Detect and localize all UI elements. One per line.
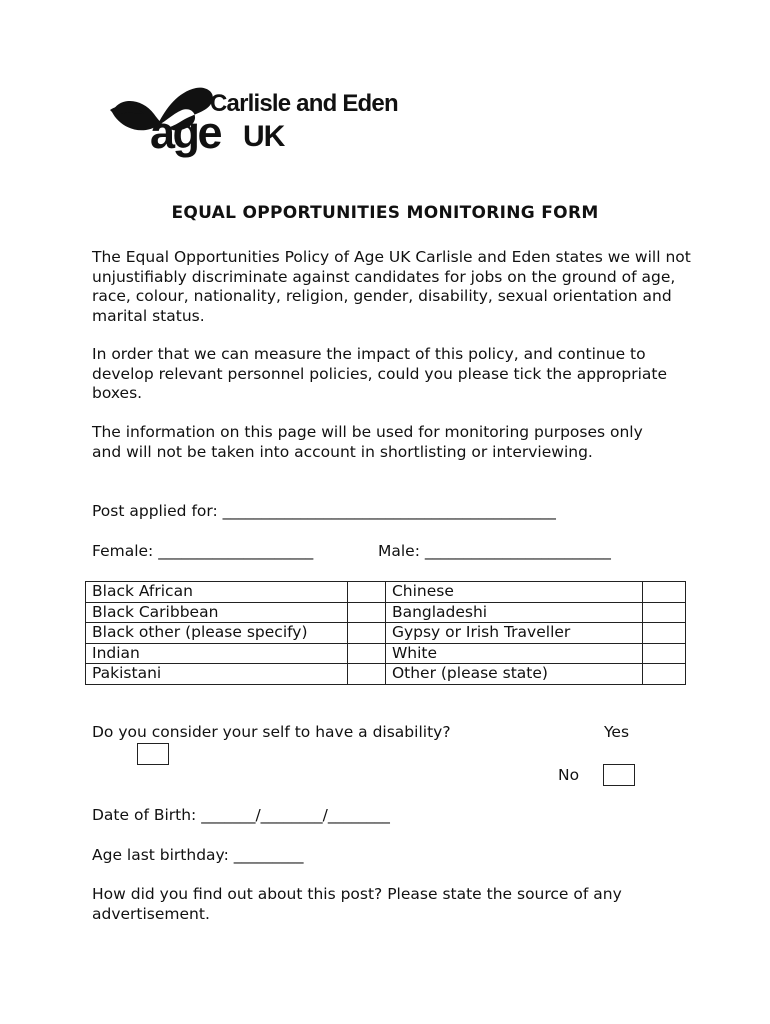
logo-age-text: age	[150, 107, 221, 158]
policy-paragraph: The Equal Opportunities Policy of Age UK Carlisle and Eden states we will not unjustifiably discriminate against candidates for jobs on the ground of age, race, colour, nationality, religion, gender, disability, sexual orientation and marital status.	[92, 248, 691, 325]
ethnicity-label: Chinese	[385, 582, 642, 603]
table-row	[86, 582, 686, 603]
table-row	[86, 664, 686, 685]
ethnicity-label: Black Caribbean	[86, 602, 348, 623]
ethnicity-tick-cell[interactable]	[348, 582, 386, 603]
ethnicity-label: Pakistani	[86, 664, 348, 685]
ethnicity-label: Other (please state)	[385, 664, 642, 685]
source-question: How did you find out about this post? Please state the source of any advertisement.	[92, 885, 622, 923]
ethnicity-table	[85, 581, 686, 685]
ethnicity-tick-cell[interactable]	[643, 602, 686, 623]
ethnicity-label: Indian	[86, 643, 348, 664]
ethnicity-label: Gypsy or Irish Traveller	[385, 623, 642, 644]
logo-subtitle: Carlisle and Eden	[210, 90, 398, 117]
logo-uk-text: UK	[243, 120, 285, 153]
age-last-birthday-field[interactable]: Age last birthday: _________	[92, 846, 304, 864]
ethnicity-tick-cell[interactable]	[643, 664, 686, 685]
ethnicity-tick-cell[interactable]	[643, 643, 686, 664]
ethnicity-tick-cell[interactable]	[348, 664, 386, 685]
ethnicity-tick-cell[interactable]	[643, 582, 686, 603]
disability-question: Do you consider your self to have a disability?	[92, 723, 451, 741]
ethnicity-tick-cell[interactable]	[643, 623, 686, 644]
ethnicity-label: White	[385, 643, 642, 664]
form-title: EQUAL OPPORTUNITIES MONITORING FORM	[171, 203, 599, 223]
date-of-birth-field[interactable]: Date of Birth: _______/________/________	[92, 806, 390, 824]
ethnicity-label: Black African	[86, 582, 348, 603]
ethnicity-label: Black other (please specify)	[86, 623, 348, 644]
instructions-paragraph: In order that we can measure the impact of this policy, and continue to develop relevant personnel policies, could you please tick the appropriate boxes.	[92, 345, 668, 402]
table-row	[86, 623, 686, 644]
table-row	[86, 602, 686, 623]
post-applied-field[interactable]: Post applied for: ___________________________________________	[92, 502, 556, 520]
male-field[interactable]: Male: ________________________	[378, 542, 611, 560]
disability-yes-checkbox[interactable]	[137, 743, 169, 765]
ethnicity-tick-cell[interactable]	[348, 602, 386, 623]
disability-no-label: No	[558, 766, 580, 784]
ethnicity-tick-cell[interactable]	[348, 623, 386, 644]
disability-no-checkbox[interactable]	[603, 764, 635, 786]
ethnicity-label: Bangladeshi	[385, 602, 642, 623]
disability-yes-label: Yes	[604, 723, 630, 741]
female-field[interactable]: Female: ____________________	[92, 542, 314, 560]
table-row	[86, 643, 686, 664]
ethnicity-tick-cell[interactable]	[348, 643, 386, 664]
info-paragraph: The information on this page will be used for monitoring purposes only and will not be taken into account in shortlisting or interviewing.	[92, 423, 643, 461]
